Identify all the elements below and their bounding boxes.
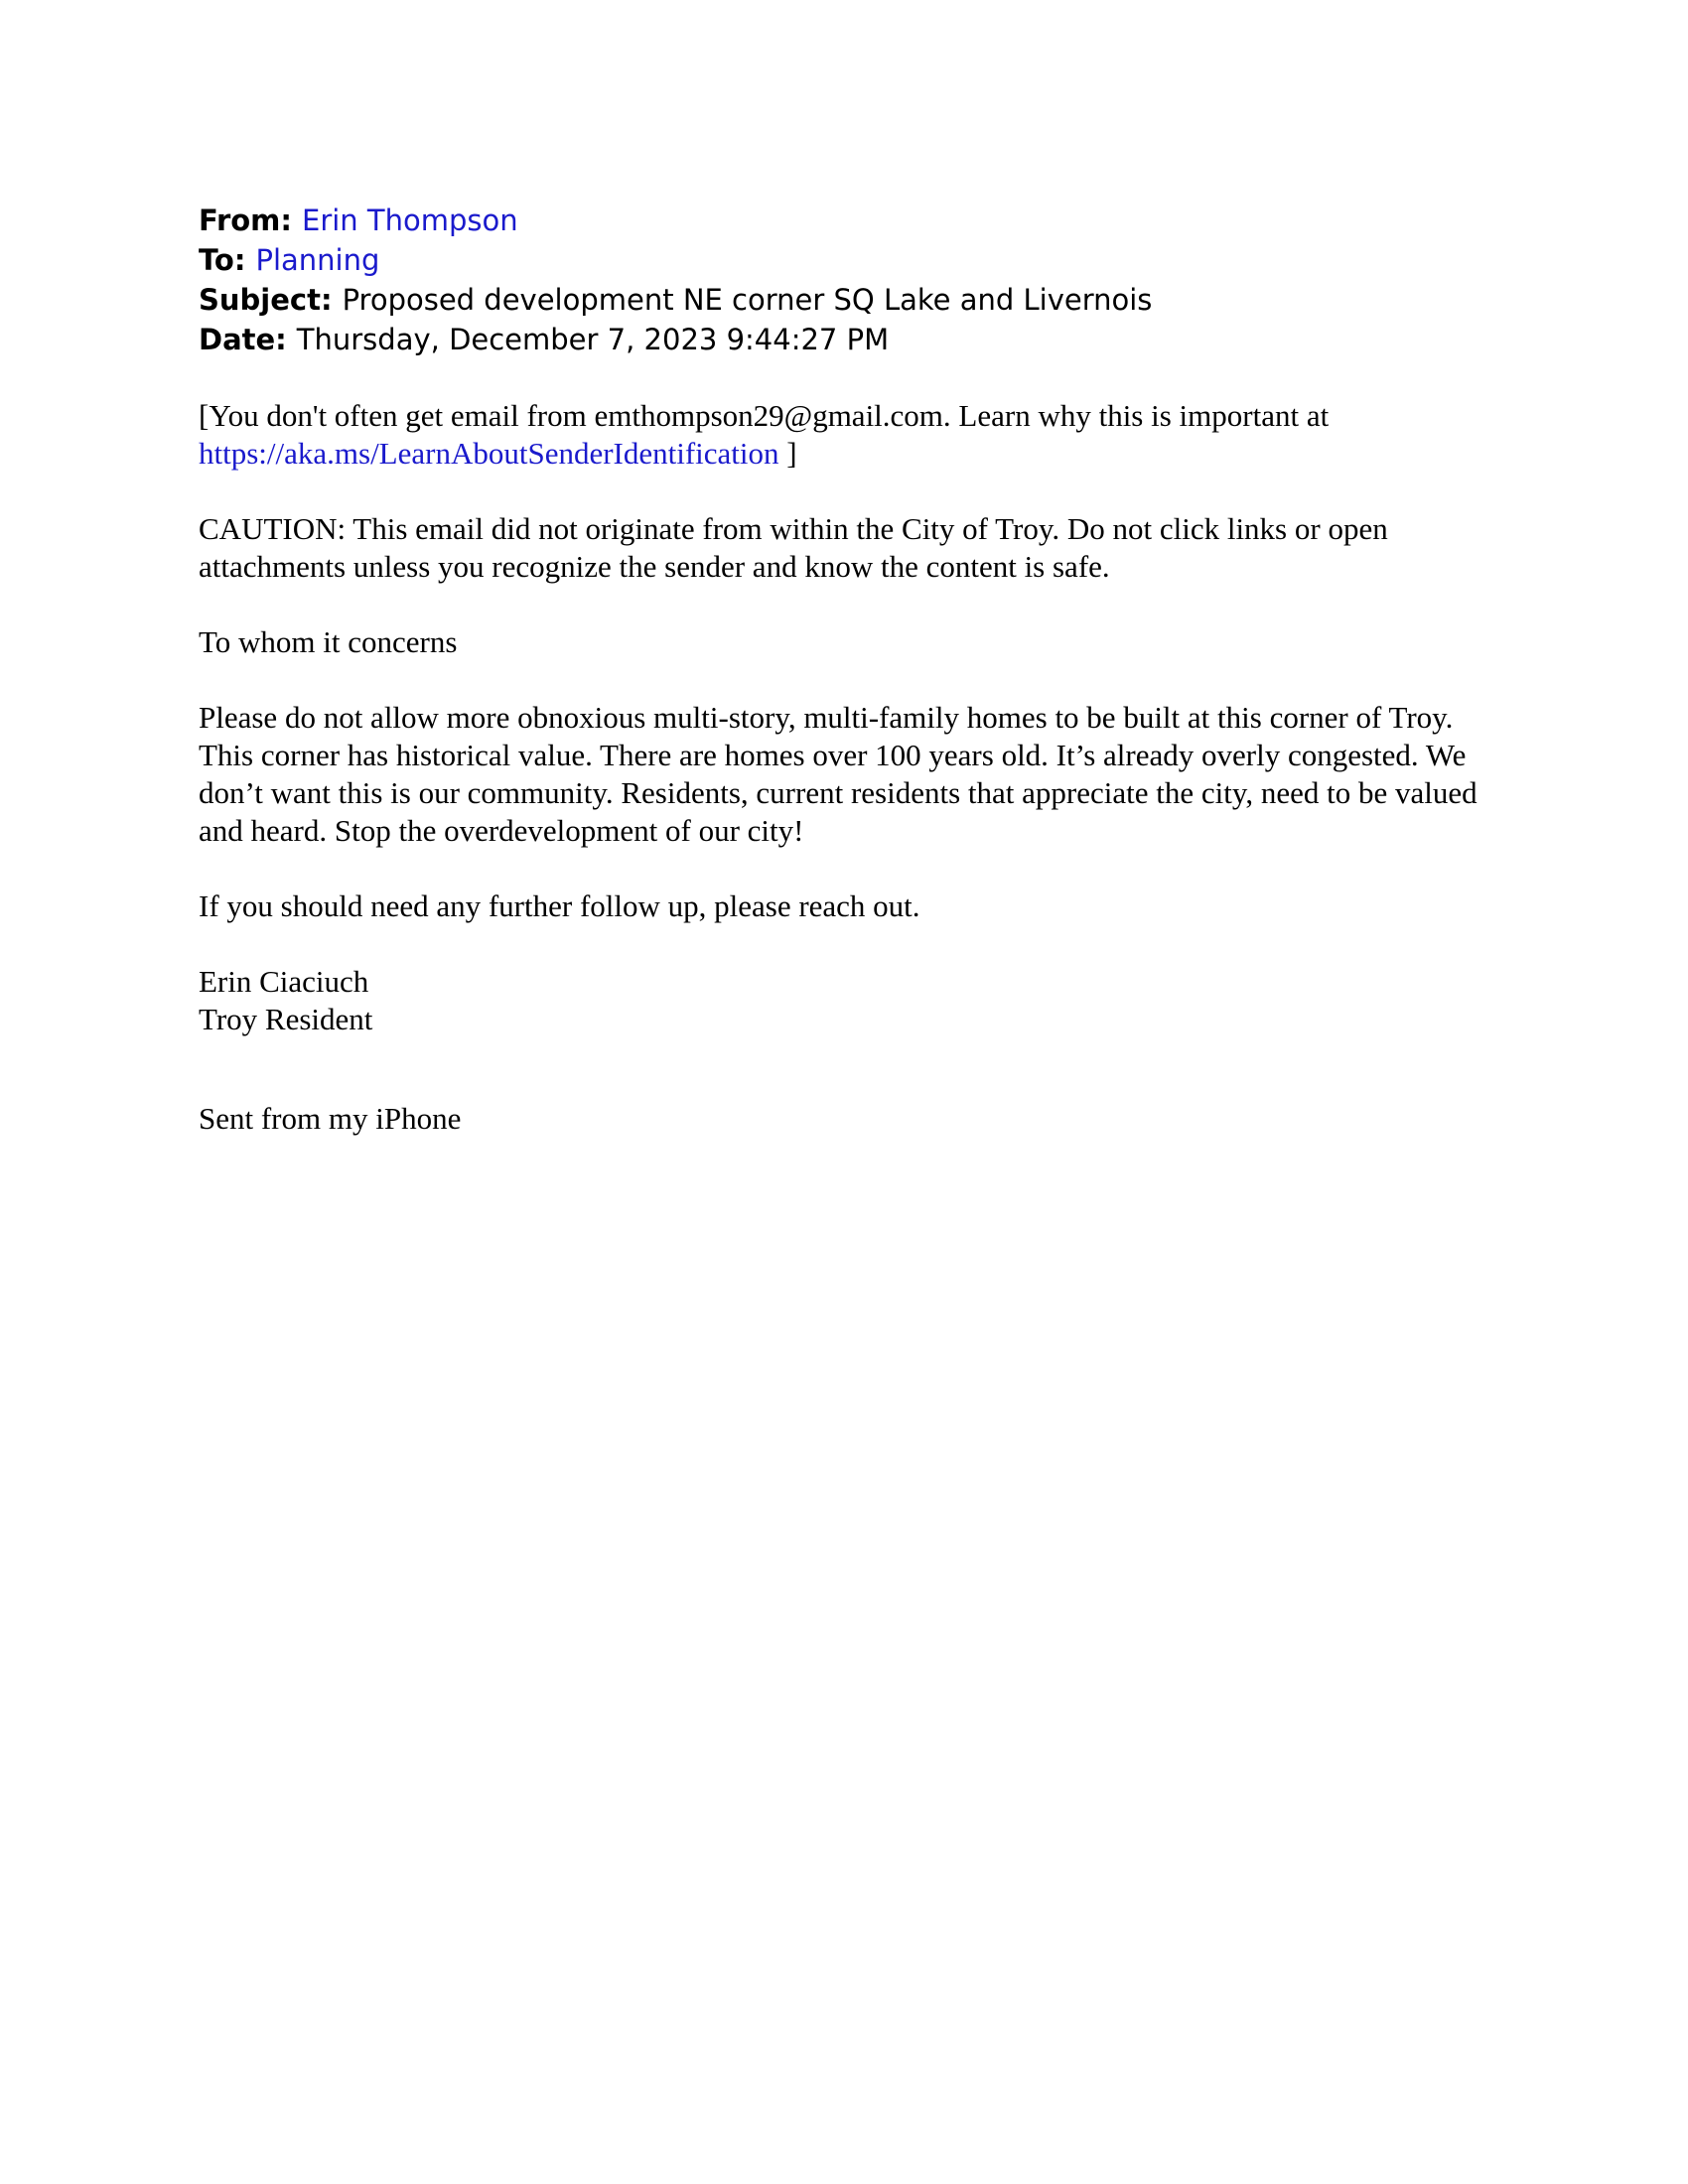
date-label: Date: xyxy=(199,323,287,356)
sender-notice xyxy=(199,397,1509,473)
greeting: To whom it concerns xyxy=(199,624,458,659)
email-body xyxy=(199,397,1509,1138)
to-label: To: xyxy=(199,243,246,277)
subject-value: Proposed development NE corner SQ Lake and Livernois xyxy=(342,283,1153,317)
date-line xyxy=(199,320,1509,359)
caution-notice: CAUTION: This email did not originate from within the City of Troy. Do not click links or open attachments unless you recognize the sender and know the content is safe. xyxy=(199,511,1388,584)
followup-paragraph: If you should need any further follow up, please reach out. xyxy=(199,888,920,923)
from-label: From: xyxy=(199,204,292,237)
date-value: Thursday, December 7, 2023 9:44:27 PM xyxy=(296,323,890,356)
to-line xyxy=(199,240,1509,280)
sender-identification-link[interactable]: https://aka.ms/LearnAboutSenderIdentification xyxy=(199,436,779,471)
from-sender-link[interactable]: Erin Thompson xyxy=(302,204,518,237)
signature-name: Erin Ciaciuch xyxy=(199,964,369,999)
signature-title: Troy Resident xyxy=(199,1002,373,1036)
subject-label: Subject: xyxy=(199,283,333,317)
sent-from-line: Sent from my iPhone xyxy=(199,1101,462,1136)
email-header xyxy=(199,201,1509,359)
to-recipient-link[interactable]: Planning xyxy=(255,243,380,277)
sender-notice-close: ] xyxy=(786,436,797,471)
from-line xyxy=(199,201,1509,240)
signature-block xyxy=(199,963,1509,1038)
email-document xyxy=(199,201,1509,1175)
subject-line xyxy=(199,280,1509,320)
sender-notice-text: [You don't often get email from emthompson29@gmail.com. Learn why this is important at xyxy=(199,398,1330,433)
message-paragraph: Please do not allow more obnoxious multi-story, multi-family homes to be built at this corner of Troy. This corner has historical value. There are homes over 100 years old. It’s already overly congested. We don’t want this is our community. Residents, current residents that appreciate the city, need to be valued and heard. Stop the overdevelopment of our city! xyxy=(199,700,1477,848)
